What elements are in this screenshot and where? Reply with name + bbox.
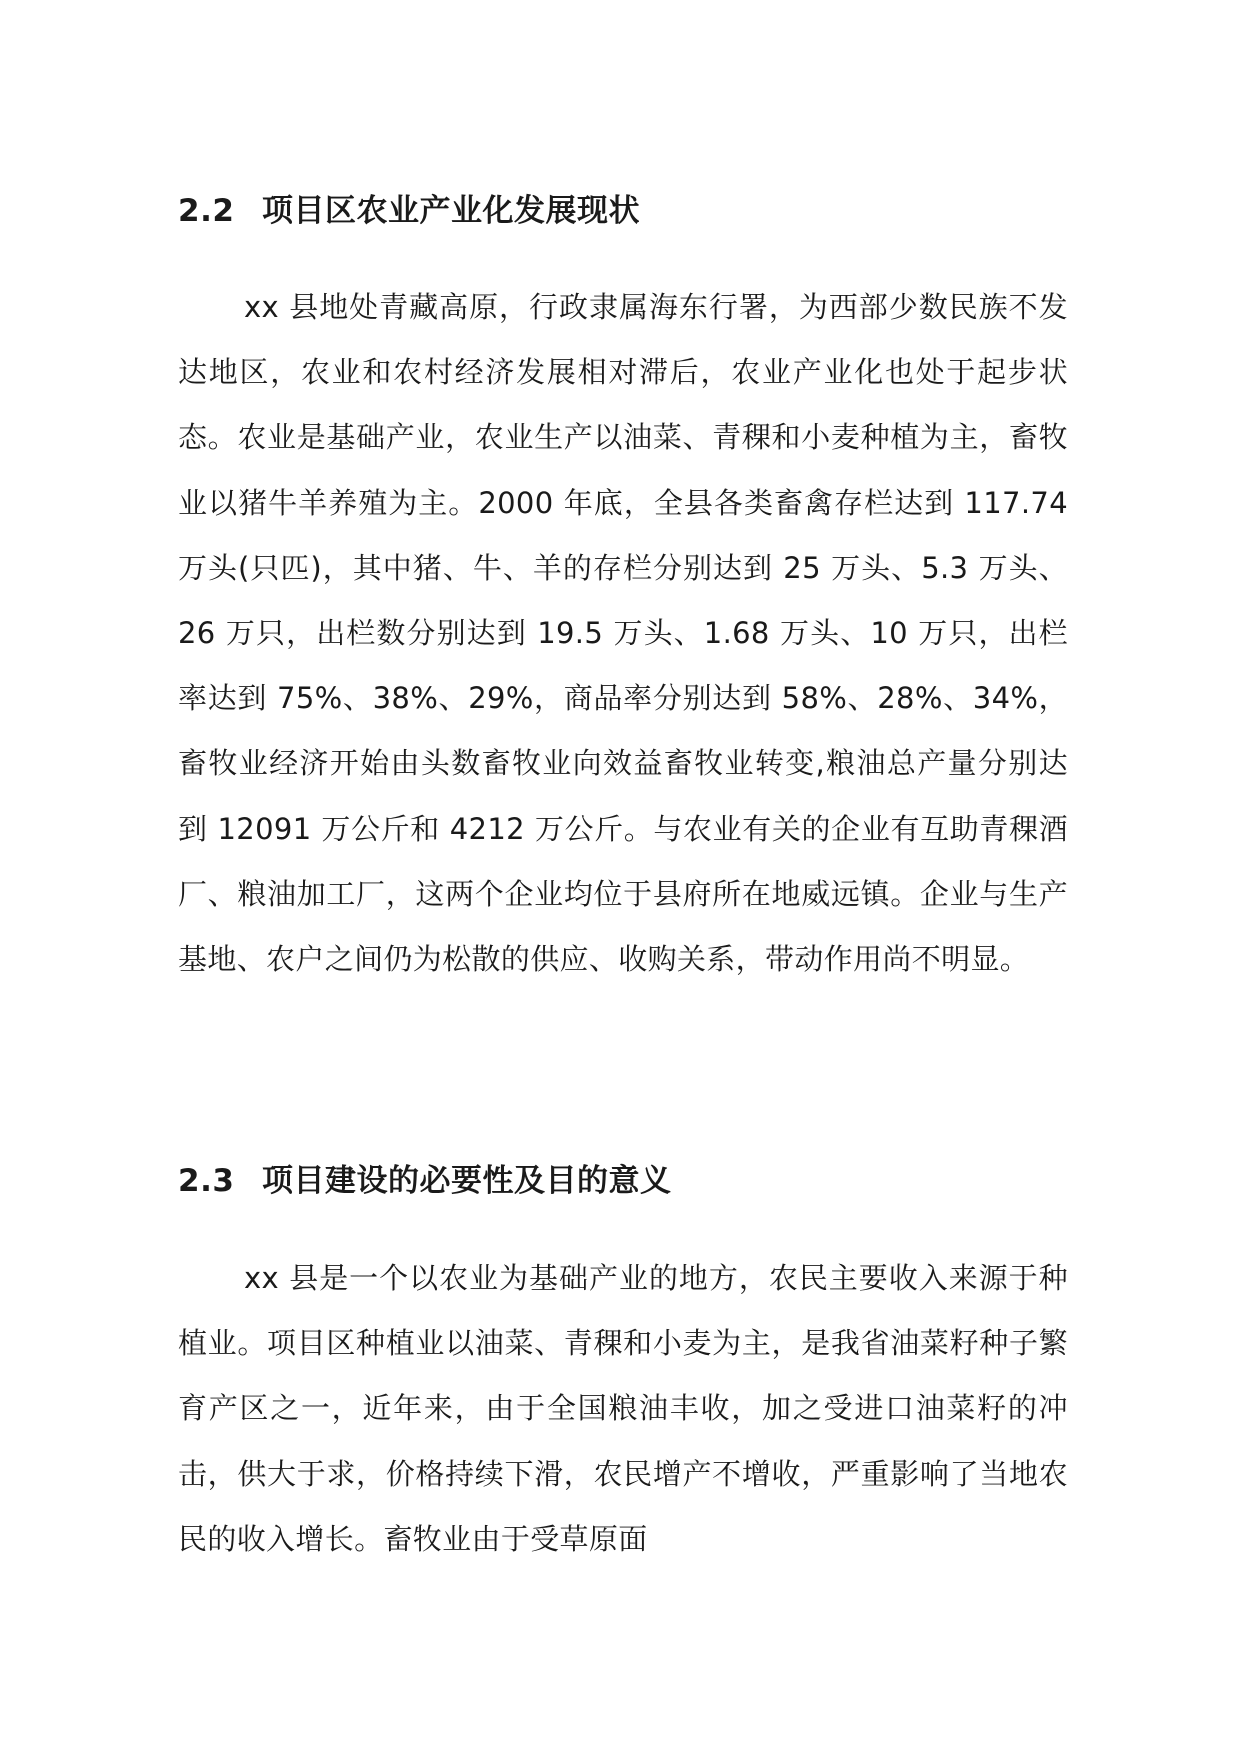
- section-heading: [178, 191, 640, 231]
- body-paragraph: xx 县是一个以农业为基础产业的地方，农民主要收入来源于种植业。项目区种植业以油菜、青稞和小麦为主，是我省油菜籽种子繁育产区之一，近年来，由于全国粮油丰收，加之受进口油菜籽的冲击，供大于求，价格持续下滑，农民增产不增收，严重影响了当地农民的收入增长。畜牧业由于受草原面: [178, 1261, 1068, 1556]
- section-title: 项目区农业产业化发展现状: [262, 193, 640, 229]
- section-number: 2.2: [178, 193, 235, 229]
- section-heading: [178, 1161, 672, 1201]
- section-number: 2.3: [178, 1163, 235, 1199]
- section-title: 项目建设的必要性及目的意义: [262, 1163, 672, 1199]
- body-paragraph: xx 县地处青藏高原，行政隶属海东行署，为西部少数民族不发达地区，农业和农村经济发展相对滞后，农业产业化也处于起步状态。农业是基础产业，农业生产以油菜、青稞和小麦种植为主，畜牧业以猪牛羊养殖为主。2000 年底，全县各类畜禽存栏达到 117.74 万头(只匹)，其中猪、牛、羊的存栏分别达到 25 万头、5.3 万头、 26 万只，出栏数分别达到 19.5 万头、1.68 万头、10 万只，出栏率达到 75%、38%、29%，商品率分别达到 58%、28%、34%，畜牧业经济开始由头数畜牧业向效益畜牧业转变,粮油总产量分别达到 12091 万公斤和 4212 万公斤。与农业有关的企业有互助青稞酒厂、粮油加工厂，这两个企业均位于县府所在地威远镇。企业与生产基地、农户之间仍为松散的供应、收购关系，带动作用尚不明显。: [178, 290, 1068, 977]
